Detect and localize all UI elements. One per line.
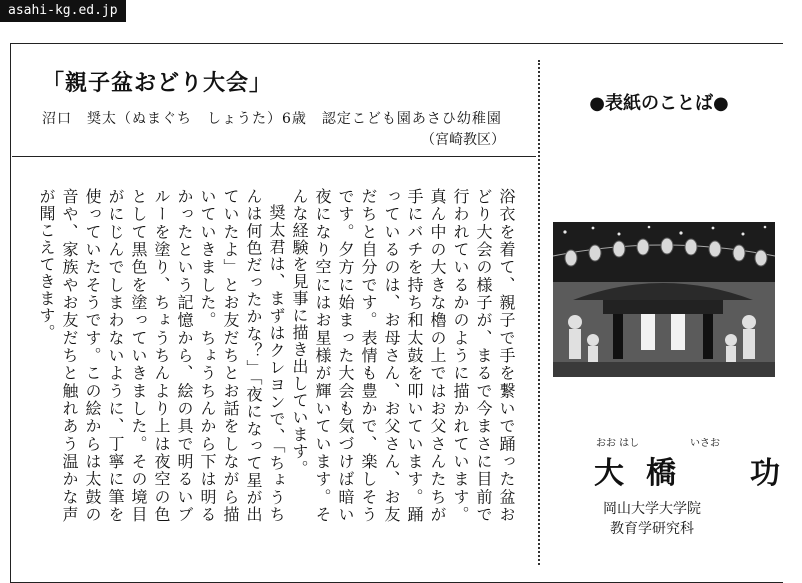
commentary-paragraph-1: 浴衣を着て、親子で手を繋いで踊った盆おどり大会の様子が、まるで今まさに目前で行われているかのように描かれています。真ん中の大きな櫓の上ではお父さんたちが手にバチを持ち和太鼓を叩いています。踊っているのは、お母さん、お父さん、お友だちと自分です。表情も豊かで、楽しそうです。夕方に始まった大会も気づけば暗い夜になり空にはお星様が輝いています。そんな経験を見事に描き出しています。 (290, 188, 516, 523)
artist-byline: 沼口 奨太（ぬまぐち しょうた）6歳 認定こども園あさひ幼稚園 (42, 111, 502, 127)
author-surname-reading: おお はし (596, 438, 640, 449)
author-affiliation-university: 岡山大学大学院 (603, 501, 701, 517)
commentary-text (37, 188, 518, 524)
author-given-reading: いさお (690, 438, 720, 449)
cover-artwork-drawing (553, 222, 775, 377)
header-rule (12, 156, 536, 157)
article-title: 「親子盆おどり大会」 (42, 70, 273, 96)
school-branch: （宮崎教区） (421, 132, 505, 148)
cover-words-heading: ●表紙のことば● (589, 93, 729, 114)
commentary-paragraph-2: 奨太君は、まずはクレヨンで、「ちょうちんは何色だったかな？」「夜になって星が出ていたよ」とお友だちとお話をしながら描いていきました。ちょうちんから下は明るかったという記憶から、絵の具で明るいブルーを塗り、ちょうちんより上は夜空の色として黒色を塗っていきました。その境目がにじんでしまわないように、丁寧に筆を使っていたそうです。この絵からは太鼓の音や、家族やお友だちと触れあう温かな声が聞こえてきます。 (37, 188, 286, 524)
site-domain-label: asahi-kg.ed.jp (0, 0, 126, 22)
cover-artwork-image (553, 222, 775, 377)
column-divider (538, 60, 540, 565)
author-affiliation-department: 教育学研究科 (610, 521, 694, 537)
author-name: 大橋 功 (594, 456, 802, 491)
